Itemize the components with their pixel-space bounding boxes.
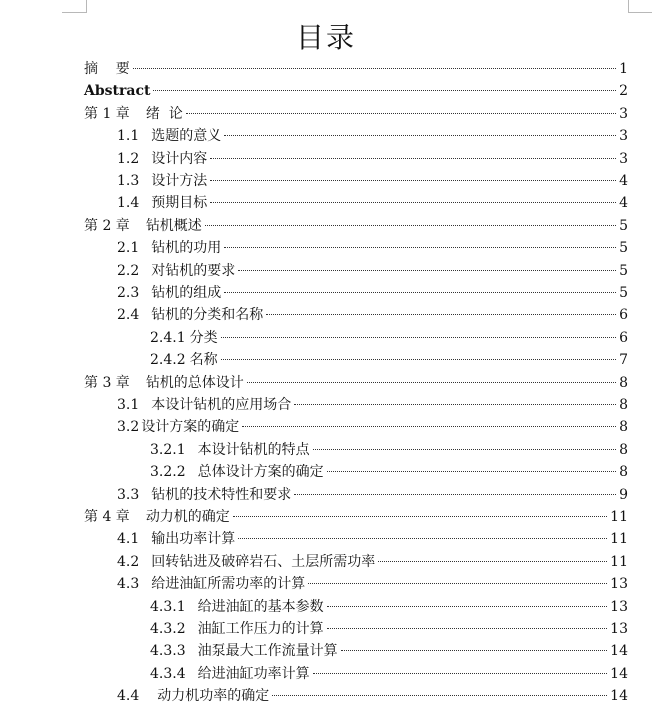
toc-entry-title: 钻机的总体设计: [145, 374, 244, 391]
toc-entry-number: 4.3.3: [150, 643, 186, 660]
toc-leader-dots: [313, 449, 616, 450]
toc-entry-page: 3: [619, 105, 628, 122]
toc-entry[interactable]: [150, 640, 628, 662]
toc-leader-dots: [224, 247, 616, 248]
toc-entry-title: 本设计钻机的应用场合: [151, 397, 292, 413]
toc-entry-number: 4.3.1: [150, 598, 186, 615]
toc-entry-page: 14: [610, 688, 628, 705]
toc-entry[interactable]: [117, 551, 628, 573]
toc-entry[interactable]: [117, 394, 628, 416]
toc-entry[interactable]: [117, 528, 628, 550]
toc-entry-page: 8: [619, 397, 628, 413]
toc-entry-page: 8: [619, 419, 628, 436]
toc-entry-page: 4: [619, 173, 628, 189]
toc-entry[interactable]: [150, 663, 628, 685]
toc-entry[interactable]: [150, 596, 628, 618]
toc-entry-title: 给进油缸功率计算: [197, 665, 310, 682]
toc-entry-number: 3.2.2: [150, 464, 186, 481]
toc-leader-dots: [210, 180, 616, 181]
toc-leader-dots: [242, 426, 616, 427]
toc-leader-dots: [224, 135, 616, 136]
toc-entry-page: 7: [619, 352, 628, 369]
toc-entry-title: 预期目标: [151, 195, 208, 212]
toc-leader-dots: [238, 538, 607, 539]
toc-entry-page: 13: [610, 621, 628, 637]
toc-entry[interactable]: [117, 416, 628, 438]
toc-entry-title: 钻机概述: [145, 217, 202, 234]
toc-entry[interactable]: [150, 327, 628, 349]
toc-entry-page: 13: [610, 598, 628, 615]
toc-entry-number: 1.1: [117, 128, 140, 145]
toc-title: 目录: [295, 21, 356, 54]
toc-entry-number: 第 2 章: [84, 217, 130, 234]
toc-entry-page: 3: [619, 128, 628, 145]
toc-entry-page: 14: [610, 665, 628, 682]
toc-entry-title: 动力机的确定: [145, 509, 230, 525]
toc-entry-number: 第 4 章: [84, 509, 130, 525]
toc-entry-page: 8: [619, 464, 628, 481]
toc-entry[interactable]: [117, 125, 628, 147]
toc-entry[interactable]: [84, 215, 628, 237]
toc-entry-number: 3.2: [117, 419, 140, 436]
toc-entry-number: 3.3: [117, 486, 140, 503]
toc-entry[interactable]: [117, 484, 628, 506]
toc-entry-page: 6: [619, 329, 628, 346]
toc-entry-title: 本设计钻机的特点: [197, 441, 310, 458]
toc-entry-page: 13: [610, 576, 628, 593]
toc-leader-dots: [221, 359, 616, 360]
toc-entry-page: 11: [610, 509, 628, 525]
toc-leader-dots: [327, 628, 608, 629]
toc-leader-dots: [327, 606, 608, 607]
toc-entry-page: 6: [619, 307, 628, 324]
toc-entry-title: 钻机的分类和名称: [151, 307, 264, 324]
toc-entry-number: 2.4: [117, 307, 140, 324]
toc-entry-page: 5: [619, 262, 628, 279]
toc-entry-page: 1: [619, 61, 628, 77]
toc-entry-page: 5: [619, 217, 628, 234]
toc-entry-title: 给进油缸的基本参数: [197, 598, 324, 615]
toc-entry[interactable]: [117, 282, 628, 304]
toc-leader-dots: [247, 382, 616, 383]
toc-leader-dots: [308, 583, 607, 584]
toc-entry-title: 对钻机的要求: [151, 262, 236, 279]
toc-entry-title: 回转钻进及破碎岩石、土层所需功率: [151, 553, 376, 570]
toc-entry-title: 分类: [189, 329, 218, 346]
toc-entry[interactable]: [84, 372, 628, 394]
toc-leader-dots: [378, 561, 607, 562]
toc-entry[interactable]: [117, 170, 628, 192]
toc-leader-dots: [327, 471, 616, 472]
toc-leader-dots: [266, 314, 616, 315]
toc-leader-dots: [294, 404, 616, 405]
toc-entry-number: 第 1 章: [84, 105, 130, 122]
toc-entry-title: 设计方法: [151, 173, 208, 189]
toc-entry-page: 14: [610, 643, 628, 660]
toc-entry-page: 5: [619, 285, 628, 301]
toc-entry[interactable]: [117, 237, 628, 259]
toc-entry-page: 11: [610, 553, 628, 570]
toc-entry[interactable]: [150, 461, 628, 483]
toc-entry[interactable]: [150, 349, 628, 371]
toc-entry-page: 3: [619, 150, 628, 167]
toc-entry-number: 3.2.1: [150, 441, 186, 458]
toc-entry-number: 第 3 章: [84, 374, 130, 391]
toc-leader-dots: [224, 292, 616, 293]
toc-entry[interactable]: [84, 103, 628, 125]
toc-entry-number: 1.4: [117, 195, 140, 212]
toc-entry-page: 4: [619, 195, 628, 212]
toc-leader-dots: [205, 225, 616, 226]
toc-leader-dots: [313, 673, 608, 674]
toc-entry-title: 输出功率计算: [151, 531, 236, 548]
toc-entry-title: 设计方案的确定: [141, 419, 240, 436]
toc-entry[interactable]: [117, 260, 628, 282]
toc-leader-dots: [233, 516, 607, 517]
toc-leader-dots: [210, 158, 616, 159]
toc-entry-page: 8: [619, 441, 628, 458]
toc-entry-page: 2: [619, 83, 628, 100]
toc-leader-dots: [272, 695, 607, 696]
toc-entry-title: 选题的意义: [151, 128, 222, 145]
toc-entry-number: 2.2: [117, 262, 140, 279]
toc-leader-dots: [238, 270, 616, 271]
toc-leader-dots: [210, 202, 616, 203]
toc-leader-dots: [341, 650, 608, 651]
toc-entry-number: Abstract: [84, 83, 151, 100]
toc-entry-title: 绪 论: [145, 105, 183, 122]
toc-entry-number: 4.3.4: [150, 665, 186, 682]
toc-entry-title: 动力机功率的确定: [157, 688, 270, 705]
toc-entry-title: 油缸工作压力的计算: [197, 621, 324, 637]
toc-entry-title: 钻机的组成: [151, 285, 222, 301]
toc-entry-number: 4.1: [117, 531, 140, 548]
toc-leader-dots: [153, 90, 616, 91]
toc-entry-number: 3.1: [117, 397, 140, 413]
toc-entry[interactable]: [117, 192, 628, 214]
toc-entry-title: 总体设计方案的确定: [197, 464, 324, 481]
toc-entry-title: 设计内容: [151, 150, 208, 167]
toc-entry-title: 钻机的技术特性和要求: [151, 486, 292, 503]
toc-entry-page: 9: [619, 486, 628, 503]
toc-entry-number: 摘 要: [84, 61, 130, 77]
toc-entry[interactable]: [117, 685, 628, 707]
toc-entry-number: 2.4.2: [150, 352, 186, 369]
toc-entry-number: 1.3: [117, 173, 140, 189]
toc-entry-title: 钻机的功用: [151, 240, 222, 257]
toc-entry[interactable]: [84, 80, 628, 102]
toc-leader-dots: [294, 494, 616, 495]
toc-entry-number: 4.3.2: [150, 621, 186, 637]
page-corner-mark-right: [628, 0, 652, 13]
toc-entry[interactable]: [84, 58, 628, 80]
toc-entry-number: 4.2: [117, 553, 140, 570]
toc-entry-number: 4.3: [117, 576, 140, 593]
toc-leader-dots: [133, 68, 616, 69]
toc-entry-number: 2.1: [117, 240, 140, 257]
toc-entry[interactable]: [117, 304, 628, 326]
toc-entry[interactable]: [117, 148, 628, 170]
toc-entry[interactable]: [84, 506, 628, 528]
toc-entry[interactable]: [150, 618, 628, 640]
toc-entry-page: 8: [619, 374, 628, 391]
toc-entry-title: 给进油缸所需功率的计算: [151, 576, 306, 593]
toc-entry-title: 名称: [189, 352, 218, 369]
toc-entry[interactable]: [117, 573, 628, 595]
toc-entry-page: 11: [610, 531, 628, 548]
toc-entry-number: 2.3: [117, 285, 140, 301]
toc-leader-dots: [186, 113, 616, 114]
toc-entry-number: 2.4.1: [150, 329, 186, 346]
toc-leader-dots: [221, 337, 616, 338]
toc-entry-page: 5: [619, 240, 628, 257]
page-corner-mark-left: [62, 0, 87, 13]
toc-entry-title: 油泵最大工作流量计算: [197, 643, 338, 660]
toc-entry-number: 4.4: [117, 688, 140, 705]
toc-entry-number: 1.2: [117, 150, 140, 167]
toc-entry[interactable]: [150, 439, 628, 461]
